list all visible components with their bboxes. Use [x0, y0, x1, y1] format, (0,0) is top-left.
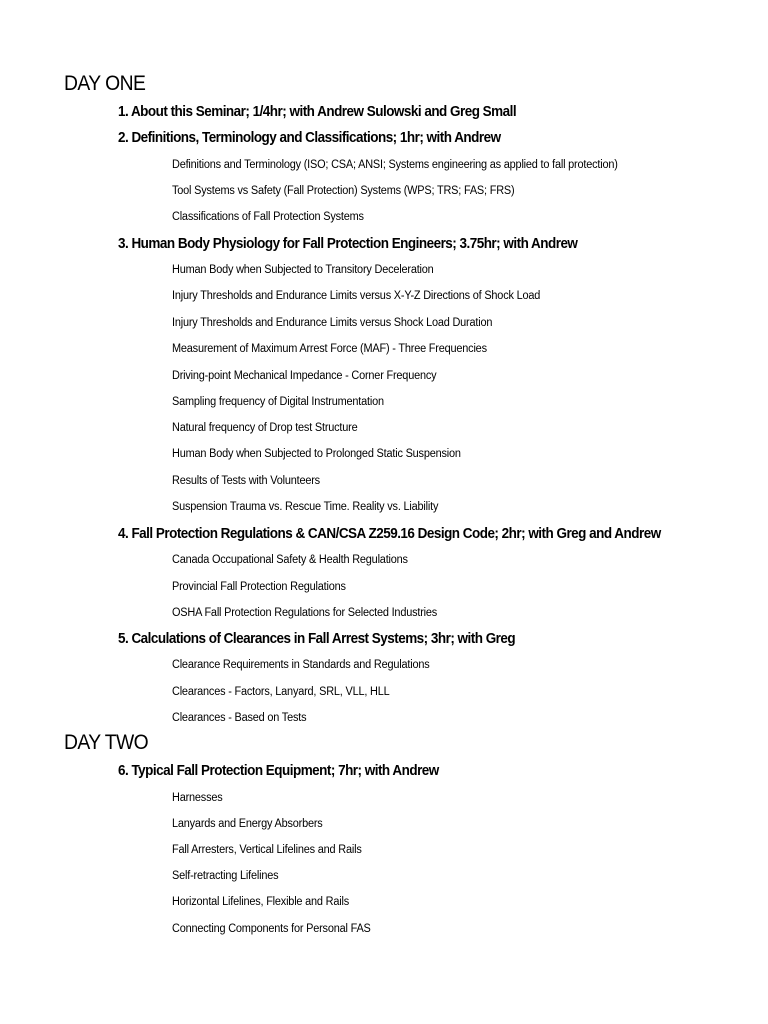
- section-3-item-5: Driving-point Mechanical Impedance - Corner Frequency: [172, 370, 437, 382]
- section-2-title: 2. Definitions, Terminology and Classifications; 1hr; with Andrew: [118, 130, 501, 146]
- section-6-item-3: Fall Arresters, Vertical Lifelines and Rails: [172, 844, 362, 856]
- section-3-item-10: Suspension Trauma vs. Rescue Time. Reality vs. Liability: [172, 501, 439, 513]
- section-3-item-9: Results of Tests with Volunteers: [172, 475, 320, 487]
- day-one-heading: DAY ONE: [64, 72, 146, 95]
- section-5-item-2: Clearances - Factors, Lanyard, SRL, VLL, HLL: [172, 686, 390, 698]
- section-6-item-2: Lanyards and Energy Absorbers: [172, 818, 323, 830]
- section-5-item-3: Clearances - Based on Tests: [172, 712, 307, 724]
- section-5-title: 5. Calculations of Clearances in Fall Arrest Systems; 3hr; with Greg: [118, 631, 516, 647]
- section-6-item-5: Horizontal Lifelines, Flexible and Rails: [172, 896, 350, 908]
- day-two-heading: DAY TWO: [64, 731, 149, 754]
- section-4-title: 4. Fall Protection Regulations & CAN/CSA Z259.16 Design Code; 2hr; with Greg and Andrew: [118, 526, 661, 542]
- section-3-item-2: Injury Thresholds and Endurance Limits versus X-Y-Z Directions of Shock Load: [172, 290, 541, 302]
- section-3-title: 3. Human Body Physiology for Fall Protection Engineers; 3.75hr; with Andrew: [118, 236, 578, 252]
- section-6-title: 6. Typical Fall Protection Equipment; 7hr; with Andrew: [118, 763, 439, 779]
- section-3-item-8: Human Body when Subjected to Prolonged Static Suspension: [172, 448, 461, 460]
- section-2-item-2: Tool Systems vs Safety (Fall Protection) Systems (WPS; TRS; FAS; FRS): [172, 185, 515, 197]
- section-6-item-1: Harnesses: [172, 792, 223, 804]
- section-1-title: 1. About this Seminar; 1/4hr; with Andrew Sulowski and Greg Small: [118, 104, 517, 120]
- section-2-item-3: Classifications of Fall Protection Systems: [172, 211, 364, 223]
- section-3-item-6: Sampling frequency of Digital Instrumentation: [172, 396, 384, 408]
- section-3-item-1: Human Body when Subjected to Transitory Deceleration: [172, 264, 434, 276]
- section-4-item-2: Provincial Fall Protection Regulations: [172, 581, 346, 593]
- section-5-item-1: Clearance Requirements in Standards and Regulations: [172, 659, 430, 671]
- section-6-item-6: Connecting Components for Personal FAS: [172, 923, 371, 935]
- section-3-item-4: Measurement of Maximum Arrest Force (MAF) - Three Frequencies: [172, 343, 487, 355]
- section-6-item-4: Self-retracting Lifelines: [172, 870, 279, 882]
- section-2-item-1: Definitions and Terminology (ISO; CSA; ANSI; Systems engineering as applied to fall protection): [172, 159, 618, 171]
- section-3-item-7: Natural frequency of Drop test Structure: [172, 422, 358, 434]
- section-4-item-1: Canada Occupational Safety & Health Regulations: [172, 554, 408, 566]
- section-3-item-3: Injury Thresholds and Endurance Limits versus Shock Load Duration: [172, 317, 493, 329]
- section-4-item-3: OSHA Fall Protection Regulations for Selected Industries: [172, 607, 438, 619]
